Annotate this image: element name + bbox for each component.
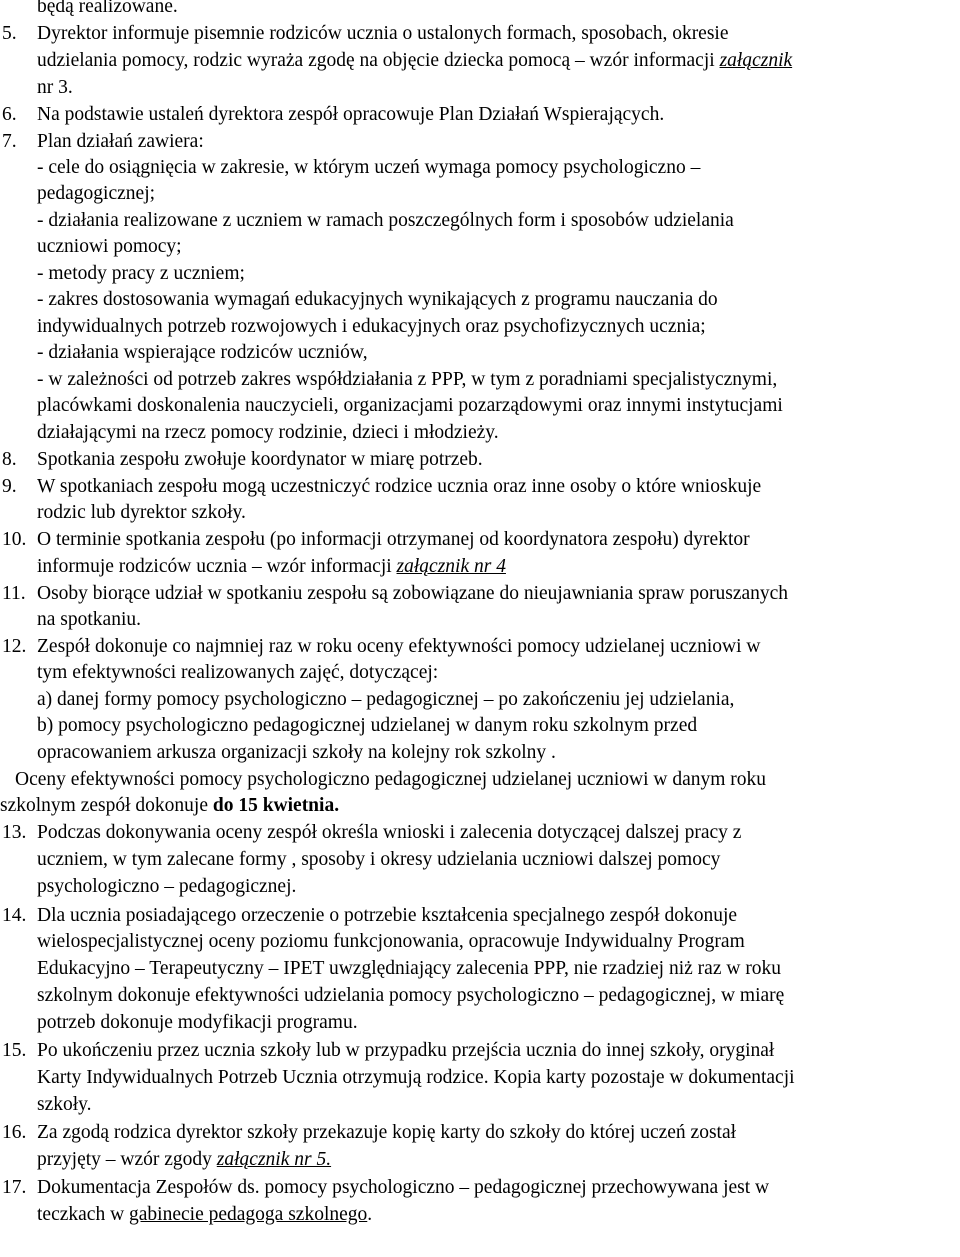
text-line: indywidualnych potrzeb rozwojowych i edukacyjnych oraz psychofizycznych ucznia;	[37, 316, 706, 337]
text-line: a) danej formy pomocy psychologiczno – pedagogicznej – po zakończeniu jej udzielania,	[37, 689, 735, 710]
text-run: udzielania pomocy, rodzic wyraża zgodę na objęcie dziecka pomocą – wzór informacji	[37, 50, 715, 71]
text-run: informuje rodziców ucznia – wzór informacji	[37, 556, 392, 577]
text-line: Spotkania zespołu zwołuje koordynator w miarę potrzeb.	[37, 449, 483, 470]
list-number: 5.	[2, 23, 17, 44]
text-line: uczniowi pomocy;	[37, 236, 182, 257]
text-line: W spotkaniach zespołu mogą uczestniczyć rodzice ucznia oraz inne osoby o które wnioskuje	[37, 476, 762, 497]
text-line: b) pomocy psychologiczno pedagogicznej udzielanej w danym roku szkolnym przed	[37, 715, 698, 736]
text-line: Dokumentacja Zespołów ds. pomocy psychologiczno – pedagogicznej przechowywana jest w	[37, 1177, 770, 1198]
text-line: Plan działań zawiera:	[37, 131, 204, 152]
text-line: wielospecjalistycznej oceny poziomu funkcjonowania, opracowuje Indywidualny Program	[37, 931, 745, 952]
list-number: 13.	[2, 822, 27, 843]
text-line: działającymi na rzecz pomocy rodzinie, dzieci i młodzieży.	[37, 422, 499, 443]
attachment-link[interactable]: załącznik nr 5.	[216, 1149, 332, 1170]
list-number: 7.	[2, 131, 17, 152]
list-number: 6.	[2, 104, 17, 125]
text-run: przyjęty – wzór zgody	[37, 1149, 212, 1170]
text-line: opracowaniem arkusza organizacji szkoły na kolejny rok szkolny .	[37, 742, 556, 763]
text-line: potrzeb dokonuje modyfikacji programu.	[37, 1012, 358, 1033]
list-number: 17.	[2, 1177, 27, 1198]
attachment-link[interactable]: załącznik	[719, 50, 793, 71]
text-run: teczkach w	[37, 1204, 125, 1225]
text-line: O terminie spotkania zespołu (po informacji otrzymanej od koordynatora zespołu) dyrektor	[37, 529, 750, 550]
text-line: na spotkaniu.	[37, 609, 141, 630]
text-line: Dyrektor informuje pisemnie rodziców ucznia o ustalonych formach, sposobach, okresie	[37, 23, 729, 44]
list-number: 9.	[2, 476, 17, 497]
text-line	[0, 793, 339, 820]
text-line: rodzic lub dyrektor szkoły.	[37, 502, 246, 523]
list-number: 16.	[2, 1122, 27, 1143]
text-line: Za zgodą rodzica dyrektor szkoły przekazuje kopię karty do szkoły do której uczeń został	[37, 1122, 737, 1143]
text-line: Edukacyjno – Terapeutyczny – IPET uwzględniający zalecenia PPP, nie rzadziej niż raz w roku	[37, 958, 782, 979]
list-number: 14.	[2, 905, 27, 926]
text-line: psychologiczno – pedagogicznej.	[37, 876, 297, 897]
text-line: szkoły.	[37, 1094, 92, 1115]
location-link[interactable]: gabinecie pedagoga szkolnego	[129, 1204, 368, 1225]
deadline-bold: do 15 kwietnia.	[212, 795, 340, 816]
text-line: - metody pracy z uczniem;	[37, 263, 245, 284]
list-number: 15.	[2, 1040, 27, 1061]
list-number: 12.	[2, 636, 27, 657]
text-line: Karty Indywidualnych Potrzeb Ucznia otrzymują rodzice. Kopia karty pozostaje w dokumentacji	[37, 1067, 795, 1088]
text-line: szkolnym dokonuje efektywności udzielania pomocy psychologiczno – pedagogicznej, w miarę	[37, 985, 785, 1006]
text-line: Zespół dokonuje co najmniej raz w roku oceny efektywności pomocy udzielanej uczniowi w	[37, 636, 761, 657]
text-line	[37, 1202, 372, 1229]
text-run: szkolnym zespół dokonuje	[0, 795, 208, 816]
text-line: - działania realizowane z uczniem w ramach poszczególnych form i sposobów udzielania	[37, 210, 734, 231]
text-line: uczniem, w tym zalecane formy , sposoby i okresy udzielania uczniowi dalszej pomocy	[37, 849, 721, 870]
text-line: będą realizowane.	[37, 0, 178, 17]
text-line: tym efektywności realizowanych zajęć, dotyczącej:	[37, 662, 439, 683]
text-line: - zakres dostosowania wymagań edukacyjnych wynikających z programu nauczania do	[37, 289, 718, 310]
text-line: - cele do osiągnięcia w zakresie, w którym uczeń wymaga pomocy psychologiczno –	[37, 157, 701, 178]
attachment-link[interactable]: załącznik nr 4	[396, 556, 506, 577]
text-line	[37, 1147, 331, 1174]
text-line: Na podstawie ustaleń dyrektora zespół opracowuje Plan Działań Wspierających.	[37, 104, 665, 125]
text-line: Podczas dokonywania oceny zespół określa wnioski i zalecenia dotyczącej dalszej pracy z	[37, 822, 742, 843]
list-number: 10.	[2, 529, 27, 550]
text-line	[37, 48, 792, 75]
text-run: .	[367, 1204, 373, 1225]
text-line	[37, 554, 506, 581]
text-line: Osoby biorące udział w spotkaniu zespołu są zobowiązane do nieujawniania spraw poruszanych	[37, 583, 789, 604]
text-line: - działania wspierające rodziców uczniów,	[37, 342, 368, 363]
list-number: 8.	[2, 449, 17, 470]
text-line: pedagogicznej;	[37, 183, 156, 204]
text-line: nr 3.	[37, 77, 73, 98]
text-line: Po ukończeniu przez ucznia szkoły lub w przypadku przejścia ucznia do innej szkoły, oryginał	[37, 1040, 775, 1061]
text-line: Oceny efektywności pomocy psychologiczno pedagogicznej udzielanej uczniowi w danym roku	[15, 769, 767, 790]
list-number: 11.	[2, 583, 26, 604]
text-line: - w zależności od potrzeb zakres współdziałania z PPP, w tym z poradniami specjalistycznymi,	[37, 369, 778, 390]
text-line: placówkami doskonalenia nauczycieli, organizacjami pozarządowymi oraz innymi instytucjami	[37, 395, 783, 416]
text-line: Dla ucznia posiadającego orzeczenie o potrzebie kształcenia specjalnego zespół dokonuje	[37, 905, 738, 926]
